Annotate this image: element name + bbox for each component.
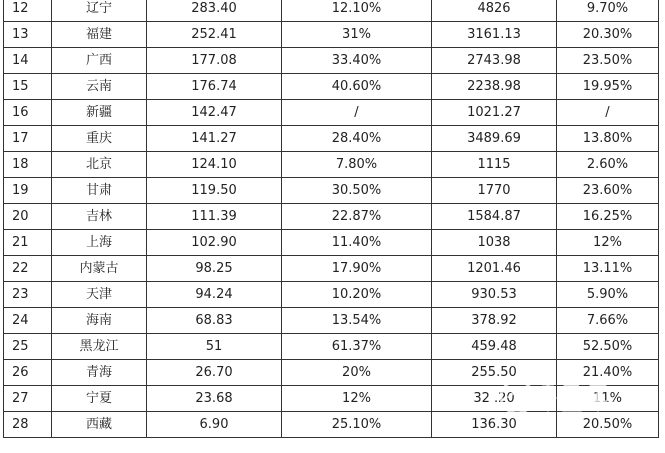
value-cell: 1021.27 (432, 100, 557, 126)
value-cell: 32 .20 (432, 386, 557, 412)
percent-cell: 40.60% (282, 74, 432, 100)
value-cell: 459.48 (432, 334, 557, 360)
province-cell: 上海 (52, 230, 147, 256)
percent-cell: 7.80% (282, 152, 432, 178)
value-cell: 26.70 (147, 360, 282, 386)
value-cell: 98.25 (147, 256, 282, 282)
value-cell: 2238.98 (432, 74, 557, 100)
province-data-table (3, 0, 659, 438)
table-row (4, 74, 659, 100)
table-row (4, 256, 659, 282)
percent-cell: 12% (557, 230, 659, 256)
value-cell: 136.30 (432, 412, 557, 438)
rank-cell: 24 (4, 308, 52, 334)
province-cell: 新疆 (52, 100, 147, 126)
table-row (4, 48, 659, 74)
table-row (4, 282, 659, 308)
table-row (4, 178, 659, 204)
value-cell: 119.50 (147, 178, 282, 204)
rank-cell: 25 (4, 334, 52, 360)
province-cell: 辽宁 (52, 0, 147, 22)
percent-cell: 17.90% (282, 256, 432, 282)
value-cell: 3489.69 (432, 126, 557, 152)
table-row (4, 412, 659, 438)
percent-cell: 52.50% (557, 334, 659, 360)
percent-cell: 28.40% (282, 126, 432, 152)
rank-cell: 13 (4, 22, 52, 48)
percent-cell: 5.90% (557, 282, 659, 308)
percent-cell: 20.50% (557, 412, 659, 438)
province-cell: 北京 (52, 152, 147, 178)
percent-cell: 11.40% (282, 230, 432, 256)
table-row (4, 386, 659, 412)
percent-cell: 19.95% (557, 74, 659, 100)
value-cell: 930.53 (432, 282, 557, 308)
percent-cell: 20.30% (557, 22, 659, 48)
percent-cell: 33.40% (282, 48, 432, 74)
value-cell: 94.24 (147, 282, 282, 308)
value-cell: 68.83 (147, 308, 282, 334)
rank-cell: 28 (4, 412, 52, 438)
table-row (4, 204, 659, 230)
percent-cell: 21.40% (557, 360, 659, 386)
table-row (4, 230, 659, 256)
table-row (4, 0, 659, 22)
rank-cell: 21 (4, 230, 52, 256)
percent-cell: 61.37% (282, 334, 432, 360)
rank-cell: 22 (4, 256, 52, 282)
value-cell: 176.74 (147, 74, 282, 100)
province-cell: 内蒙古 (52, 256, 147, 282)
province-cell: 甘肃 (52, 178, 147, 204)
province-cell: 青海 (52, 360, 147, 386)
value-cell: 3161.13 (432, 22, 557, 48)
value-cell: 51 (147, 334, 282, 360)
percent-cell: 13.80% (557, 126, 659, 152)
value-cell: 141.27 (147, 126, 282, 152)
value-cell: 378.92 (432, 308, 557, 334)
value-cell: 1770 (432, 178, 557, 204)
province-cell: 重庆 (52, 126, 147, 152)
rank-cell: 16 (4, 100, 52, 126)
rank-cell: 14 (4, 48, 52, 74)
percent-cell: 30.50% (282, 178, 432, 204)
value-cell: 4826 (432, 0, 557, 22)
percent-cell: 23.50% (557, 48, 659, 74)
percent-cell: 23.60% (557, 178, 659, 204)
province-cell: 福建 (52, 22, 147, 48)
value-cell: 252.41 (147, 22, 282, 48)
percent-cell: 22.87% (282, 204, 432, 230)
value-cell: 1038 (432, 230, 557, 256)
value-cell: 142.47 (147, 100, 282, 126)
value-cell: 6.90 (147, 412, 282, 438)
province-cell: 海南 (52, 308, 147, 334)
rank-cell: 18 (4, 152, 52, 178)
province-cell: 西藏 (52, 412, 147, 438)
province-cell: 广西 (52, 48, 147, 74)
rank-cell: 20 (4, 204, 52, 230)
value-cell: 1115 (432, 152, 557, 178)
percent-cell: 16.25% (557, 204, 659, 230)
value-cell: 1584.87 (432, 204, 557, 230)
province-cell: 云南 (52, 74, 147, 100)
value-cell: 255.50 (432, 360, 557, 386)
rank-cell: 27 (4, 386, 52, 412)
percent-cell: 31% (282, 22, 432, 48)
value-cell: 283.40 (147, 0, 282, 22)
value-cell: 177.08 (147, 48, 282, 74)
percent-cell: 13.54% (282, 308, 432, 334)
province-cell: 宁夏 (52, 386, 147, 412)
value-cell: 124.10 (147, 152, 282, 178)
percent-cell: 13.11% (557, 256, 659, 282)
table-row (4, 100, 659, 126)
table-row (4, 308, 659, 334)
percent-cell: 2.60% (557, 152, 659, 178)
percent-cell: 9.70% (557, 0, 659, 22)
percent-cell: 25.10% (282, 412, 432, 438)
percent-cell: / (282, 100, 432, 126)
percent-cell: 20% (282, 360, 432, 386)
table-row (4, 22, 659, 48)
table-row (4, 126, 659, 152)
rank-cell: 26 (4, 360, 52, 386)
table-row (4, 360, 659, 386)
province-cell: 吉林 (52, 204, 147, 230)
value-cell: 23.68 (147, 386, 282, 412)
value-cell: 111.39 (147, 204, 282, 230)
percent-cell: 12.10% (282, 0, 432, 22)
rank-cell: 23 (4, 282, 52, 308)
percent-cell: 11% (557, 386, 659, 412)
rank-cell: 15 (4, 74, 52, 100)
value-cell: 102.90 (147, 230, 282, 256)
rank-cell: 12 (4, 0, 52, 22)
value-cell: 1201.46 (432, 256, 557, 282)
percent-cell: 10.20% (282, 282, 432, 308)
rank-cell: 17 (4, 126, 52, 152)
percent-cell: 7.66% (557, 308, 659, 334)
percent-cell: / (557, 100, 659, 126)
value-cell: 2743.98 (432, 48, 557, 74)
table-row (4, 334, 659, 360)
percent-cell: 12% (282, 386, 432, 412)
province-cell: 天津 (52, 282, 147, 308)
table-row (4, 152, 659, 178)
rank-cell: 19 (4, 178, 52, 204)
province-cell: 黑龙江 (52, 334, 147, 360)
